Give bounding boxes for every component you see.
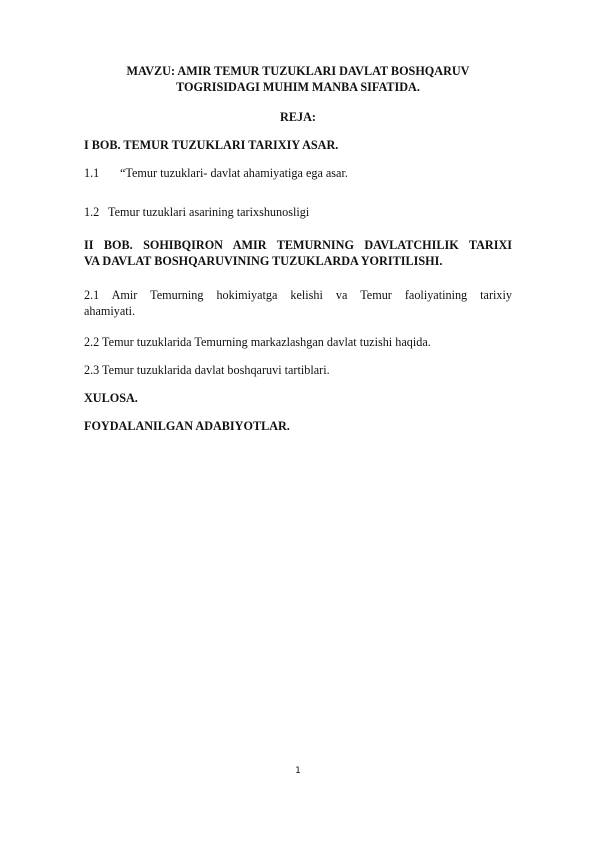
conclusion-heading: XULOSA. <box>84 391 138 405</box>
references-heading: FOYDALANILGAN ADABIYOTLAR. <box>84 419 290 433</box>
chapter-2-title <box>84 237 512 269</box>
plan-heading: REJA: <box>280 110 316 124</box>
section-1-1 <box>84 165 512 181</box>
section-1-1-number: 1.1 <box>84 166 100 180</box>
page-number: 1 <box>295 766 301 776</box>
section-1-2-text: Temur tuzuklari asarining tarixshunosligi <box>108 205 310 219</box>
section-1-2 <box>84 204 512 220</box>
document-title <box>84 63 512 95</box>
section-2-1 <box>84 287 512 319</box>
section-2-1-line-1: 2.1 Amir Temurning hokimiyatga kelishi va Temur faoliyatining tarixiy <box>84 288 512 302</box>
chapter-2-title-line-2: VA DAVLAT BOSHQARUVINING TUZUKLARDA YORITILISHI. <box>84 254 443 268</box>
section-1-1-text: “Temur tuzuklari- davlat ahamiyatiga ega asar. <box>120 166 348 180</box>
section-2-2: 2.2 Temur tuzuklarida Temurning markazlashgan davlat tuzishi haqida. <box>84 335 431 349</box>
section-2-3: 2.3 Temur tuzuklarida davlat boshqaruvi tartiblari. <box>84 363 330 377</box>
chapter-1-title: I BOB. TEMUR TUZUKLARI TARIXIY ASAR. <box>84 138 339 152</box>
section-1-2-number: 1.2 <box>84 205 100 219</box>
title-line-2: TOGRISIDAGI MUHIM MANBA SIFATIDA. <box>176 80 420 94</box>
title-line-1: MAVZU: AMIR TEMUR TUZUKLARI DAVLAT BOSHQARUV <box>126 64 470 78</box>
section-2-1-line-2: ahamiyati. <box>84 304 136 318</box>
chapter-2-title-line-1: II BOB. SOHIBQIRON AMIR TEMURNING DAVLATCHILIK TARIXI <box>84 238 512 252</box>
